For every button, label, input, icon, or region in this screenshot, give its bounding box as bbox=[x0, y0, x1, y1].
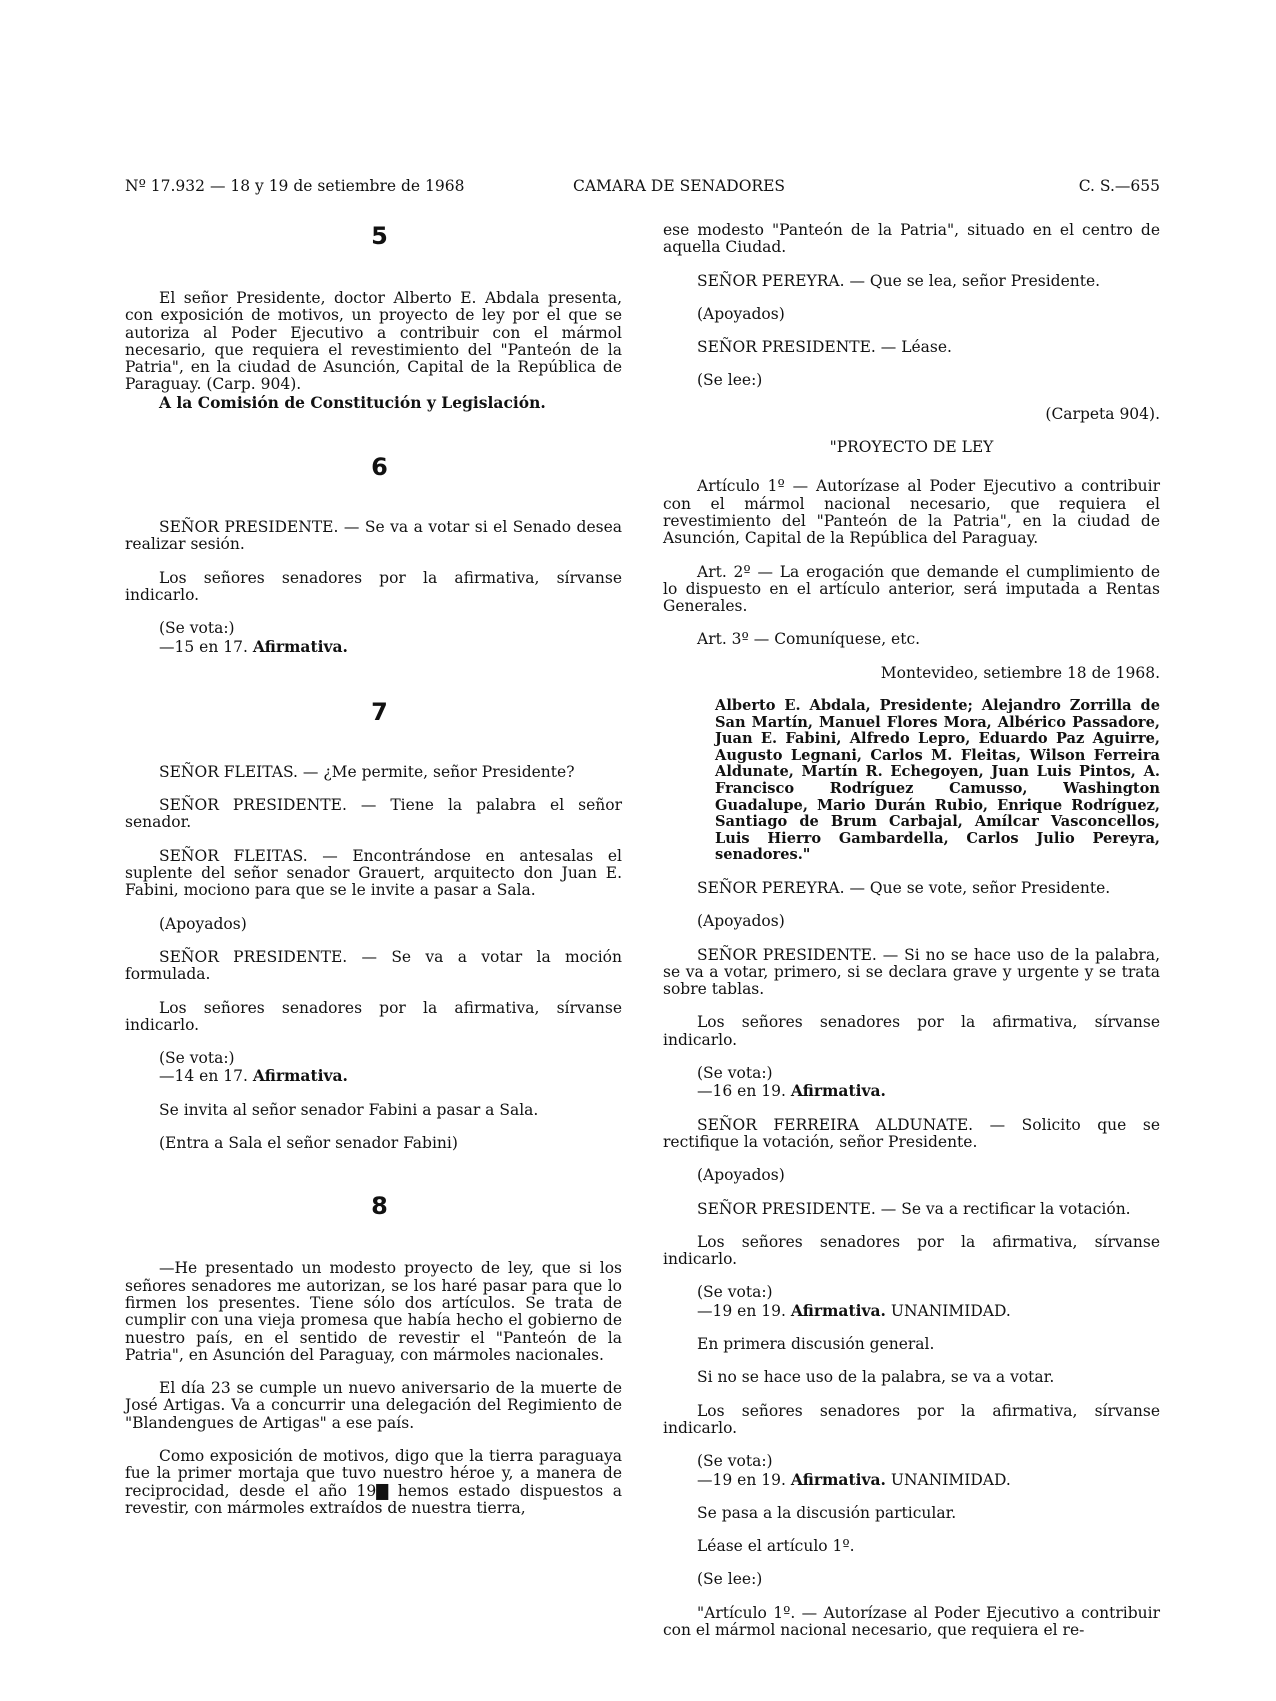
paragraph: (Entra a Sala el señor senador Fabini) bbox=[159, 1134, 458, 1153]
paragraph: SEÑOR PEREYRA. — Que se lea, señor Presidente. bbox=[697, 271, 1101, 290]
vote-result: —19 en 19. Afirmativa. UNANIMIDAD. bbox=[697, 1469, 1011, 1489]
left-column bbox=[125, 222, 622, 1517]
paragraph: (Se lee:) bbox=[697, 1570, 763, 1589]
paragraph: En primera discusión general. bbox=[697, 1335, 935, 1354]
paragraph: SEÑOR PRESIDENTE. — Se va a votar si el Senado desea realizar sesión. bbox=[125, 518, 622, 554]
vote-label: (Se vota:) bbox=[697, 1452, 773, 1471]
signatories: Alberto E. Abdala, Presidente; Alejandro Zorrilla de San Martín, Manuel Flores Mora, Albérico Passadore, Juan E. Fabini, Alfredo Lepro, Eduardo Paz Aguirre, Augusto Legnani, Carlos M. Fleitas, Wilson Ferreira Aldunate, Martín R. Echegoyen, Juan Luis Pintos, A. Francisco Rodríguez Camusso, Washington Guadalupe, Mario Durán Rubio, Enrique Rodríguez, Santiago de Brum Carbajal, Amílcar Vasconcellos, Luis Hierro Gambardella, Carlos Julio Pereyra, senadores." bbox=[715, 697, 1160, 864]
paragraph: (Apoyados) bbox=[159, 914, 247, 933]
vote-label: (Se vota:) bbox=[159, 1049, 235, 1068]
paragraph: Se invita al señor senador Fabini a pasar a Sala. bbox=[159, 1100, 539, 1119]
paragraph: Si no se hace uso de la palabra, se va a votar. bbox=[697, 1368, 1055, 1387]
paragraph: Léase el artículo 1º. bbox=[697, 1537, 855, 1556]
page-number: C. S.—655 bbox=[1078, 177, 1160, 195]
paragraph: Los señores senadores por la afirmativa, sírvanse indicarlo. bbox=[663, 1232, 1160, 1269]
chamber-title: CAMARA DE SENADORES bbox=[573, 177, 786, 195]
paragraph: (Apoyados) bbox=[697, 912, 785, 931]
paragraph: (Apoyados) bbox=[697, 1166, 785, 1185]
vote-label: (Se vota:) bbox=[697, 1064, 773, 1083]
paragraph: Los señores senadores por la afirmativa, sírvanse indicarlo. bbox=[663, 1013, 1160, 1049]
paragraph: (Se lee:) bbox=[697, 371, 763, 390]
paragraph: Se pasa a la discusión particular. bbox=[697, 1503, 957, 1522]
article-3: Art. 3º — Comuníquese, etc. bbox=[697, 630, 921, 649]
carpeta-reference: (Carpeta 904). bbox=[1045, 404, 1160, 423]
paragraph: SEÑOR PRESIDENTE. — Léase. bbox=[697, 338, 952, 357]
section-number-7: 7 bbox=[371, 697, 388, 726]
bill-date: Montevideo, setiembre 18 de 1968. bbox=[880, 663, 1160, 682]
paragraph: El señor Presidente, doctor Alberto E. Abdala presenta, con exposición de motivos, un proyecto de ley por el que se autoriza al Poder Ejecutivo a contribuir con el mármol necesario, que requiera el revestimiento del "Panteón de la Patria", en la ciudad de Asunción, Capital de la República de Paraguay. (Carp. 904). bbox=[125, 289, 622, 394]
bill-title: "PROYECTO DE LEY bbox=[829, 438, 994, 457]
page-header bbox=[125, 177, 1160, 201]
paragraph: SEÑOR FLEITAS. — Encontrándose en antesalas el suplente del señor senador Grauert, arquitecto don Juan E. Fabini, mociono para que se le invite a pasar a Sala. bbox=[125, 846, 622, 900]
paragraph: Los señores senadores por la afirmativa, sírvanse indicarlo. bbox=[663, 1401, 1160, 1437]
vote-result: —16 en 19. Afirmativa. bbox=[697, 1081, 886, 1101]
vote-result: —14 en 17. Afirmativa. bbox=[159, 1066, 348, 1086]
paragraph: —He presentado un modesto proyecto de ley, que si los señores senadores me autorizan, se los haré pasar para que lo firmen los presentes. Tiene sólo dos artículos. Se trata de cumplir con una vieja promesa que había hecho el gobierno de nuestro país, en el sentido de revestir el "Panteón de la Patria", en Asunción del Paraguay, con mármoles nacionales. bbox=[125, 1259, 622, 1364]
issue-date: Nº 17.932 — 18 y 19 de setiembre de 1968 bbox=[125, 177, 465, 195]
paragraph: SEÑOR PRESIDENTE. — Se va a rectificar la votación. bbox=[697, 1199, 1131, 1218]
paragraph: Los señores senadores por la afirmativa, sírvanse indicarlo. bbox=[125, 568, 622, 604]
vote-label: (Se vota:) bbox=[159, 619, 235, 638]
paragraph-referral: A la Comisión de Constitución y Legislación. bbox=[159, 392, 546, 412]
paragraph: ese modesto "Panteón de la Patria", situado en el centro de aquella Ciudad. bbox=[663, 221, 1160, 257]
article-2: Art. 2º — La erogación que demande el cumplimiento de lo dispuesto en el artículo anterior, será imputada a Rentas Generales. bbox=[663, 562, 1160, 616]
paragraph: SEÑOR PRESIDENTE. — Si no se hace uso de la palabra, se va a votar, primero, si se declara grave y urgente y se trata sobre tablas. bbox=[663, 945, 1160, 999]
paragraph: SEÑOR FLEITAS. — ¿Me permite, señor Presidente? bbox=[159, 762, 575, 781]
paragraph: SEÑOR PRESIDENTE. — Tiene la palabra el señor senador. bbox=[125, 796, 622, 832]
paragraph: El día 23 se cumple un nuevo aniversario de la muerte de José Artigas. Va a concurrir una delegación del Regimiento de "Blandengues de Artigas" a ese país. bbox=[125, 1379, 622, 1432]
paragraph: Los señores senadores por la afirmativa, sírvanse indicarlo. bbox=[125, 998, 622, 1034]
article-1: Artículo 1º — Autorízase al Poder Ejecutivo a contribuir con el mármol nacional necesario, que requiera el revestimiento del "Panteón de la Patria", en la ciudad de Asunción, Capital de la República del Paraguay. bbox=[663, 477, 1160, 548]
right-column bbox=[663, 222, 1160, 1639]
vote-result: —15 en 17. Afirmativa. bbox=[159, 636, 348, 656]
paragraph: (Apoyados) bbox=[697, 304, 785, 323]
paragraph: Como exposición de motivos, digo que la tierra paraguaya fue la primer mortaja que tuvo nuestro héroe y, a manera de reciprocidad, desde el año 19▇ hemos estado dispuestos a revestir, con mármoles extraídos de nuestra tierra, bbox=[125, 1446, 622, 1517]
section-number-6: 6 bbox=[371, 453, 388, 482]
vote-result: —19 en 19. Afirmativa. UNANIMIDAD. bbox=[697, 1300, 1011, 1320]
paragraph: SEÑOR FERREIRA ALDUNATE. — Solicito que se rectifique la votación, señor Presidente. bbox=[663, 1115, 1160, 1151]
paragraph: "Artículo 1º. — Autorízase al Poder Ejecutivo a contribuir con el mármol nacional necesario, que requiera el re- bbox=[663, 1603, 1160, 1639]
section-number-5: 5 bbox=[371, 222, 388, 250]
paragraph: SEÑOR PEREYRA. — Que se vote, señor Presidente. bbox=[697, 878, 1111, 897]
section-number-8: 8 bbox=[371, 1192, 388, 1221]
paragraph: SEÑOR PRESIDENTE. — Se va a votar la moción formulada. bbox=[125, 947, 622, 984]
vote-label: (Se vota:) bbox=[697, 1283, 773, 1302]
